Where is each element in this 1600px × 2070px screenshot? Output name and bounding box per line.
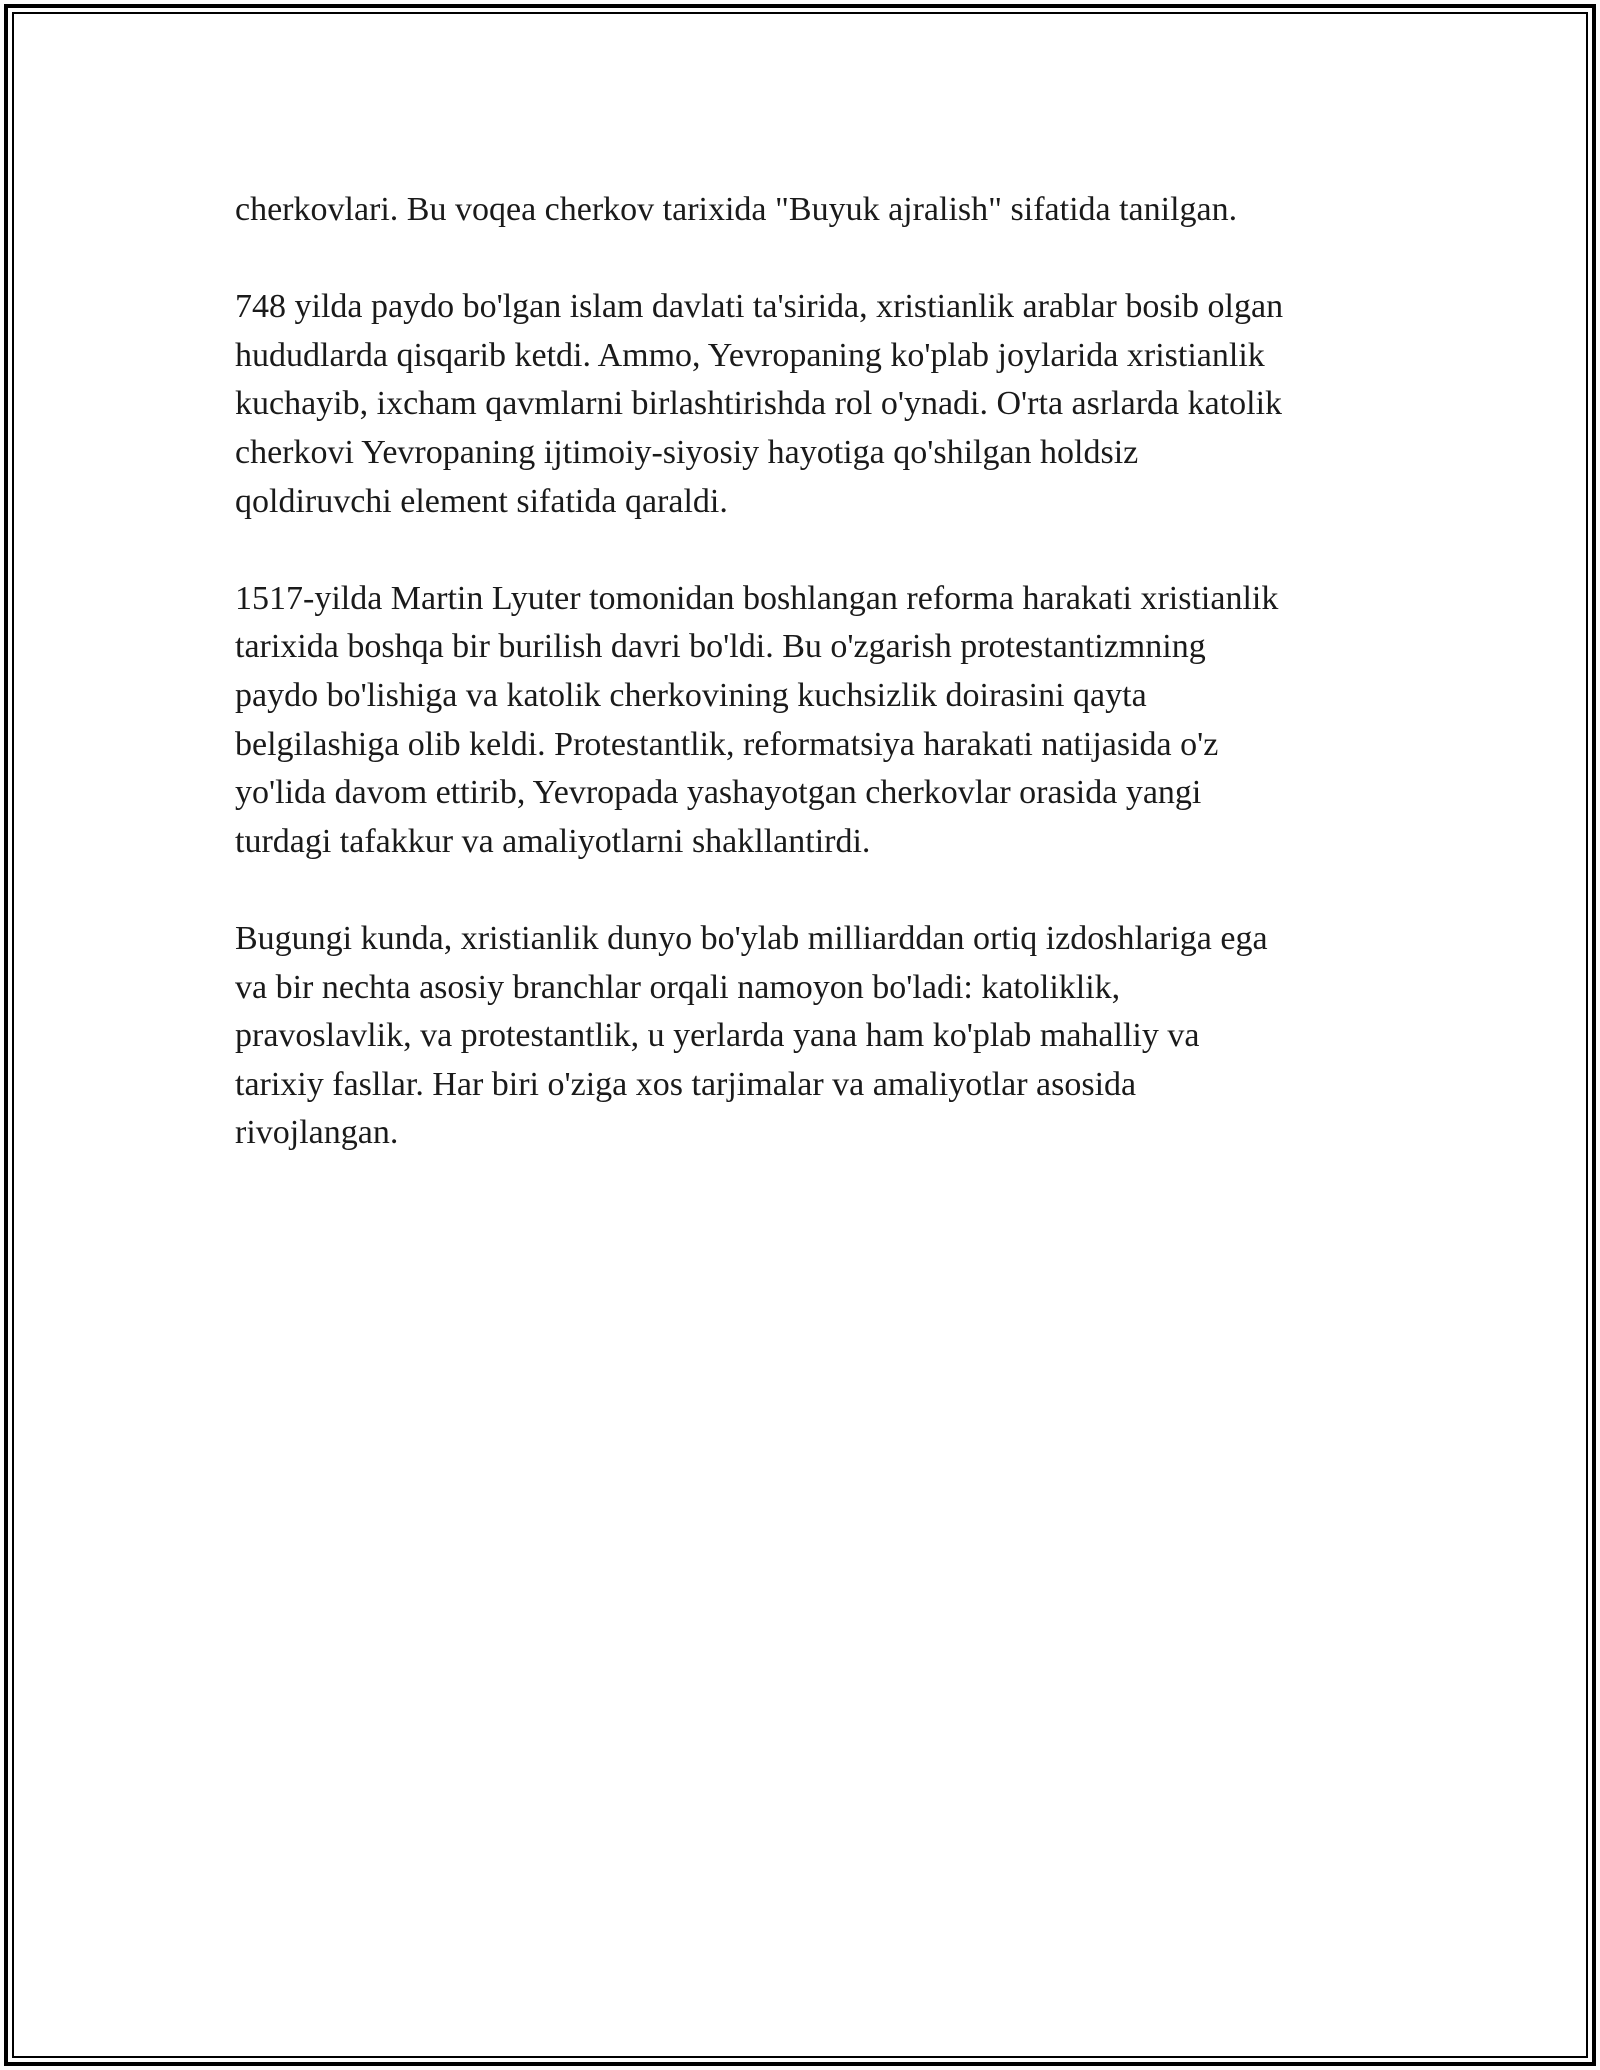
paragraph-1: cherkovlari. Bu voqea cherkov tarixida "Buyuk ajralish" sifatida tanilgan.	[235, 191, 1238, 228]
paragraph-3: 1517-yilda Martin Lyuter tomonidan boshlangan reforma harakati xristianlik tarixida boshqa bir burilish davri bo'ldi. Bu o'zgarish protestantizmning paydo bo'lishiga va katolik cherkovining kuchsizlik doirasini qayta belgilashiga olib keldi. Protestantlik, reformatsiya harakati natijasida o'z yo'lida davom ettirib, Yevropada yashayotgan cherkovlar orasida yangi turdagi tafakkur va amaliyotlarni shakllantirdi.	[235, 579, 1279, 860]
document-body	[235, 186, 1405, 1206]
paragraph-4: Bugungi kunda, xristianlik dunyo bo'ylab milliarddan ortiq izdoshlariga ega va bir nechta asosiy branchlar orqali namoyon bo'ladi: katoliklik, pravoslavlik, va protestantlik, u yerlarda yana ham ko'plab mahalliy va tarixiy fasllar. Har biri o'ziga xos tarjimalar va amaliyotlar asosida rivojlangan.	[235, 919, 1268, 1152]
paragraph-2: 748 yilda paydo bo'lgan islam davlati ta'sirida, xristianlik arablar bosib olgan hududlarda qisqarib ketdi. Ammo, Yevropaning ko'plab joylarida xristianlik kuchayib, ixcham qavmlarni birlashtirishda rol o'ynadi. O'rta asrlarda katolik cherkovi Yevropaning ijtimoiy-siyosiy hayotiga qo'shilgan holdsiz qoldiruvchi element sifatida qaraldi.	[235, 288, 1284, 520]
